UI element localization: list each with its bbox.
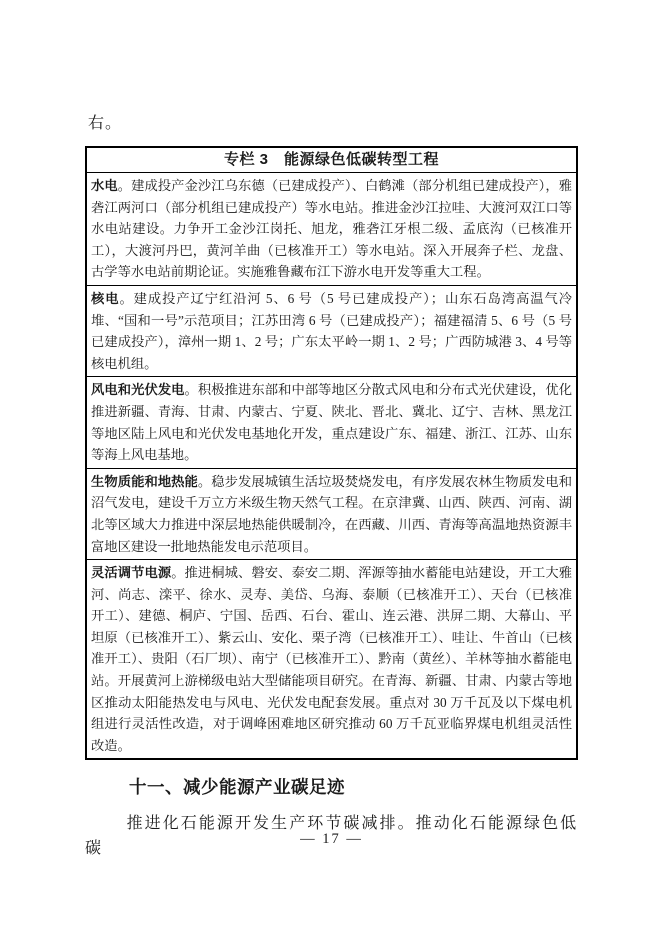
paragraph-rest: 推动化石能源绿色低碳 <box>85 815 578 858</box>
row-term: 生物质能和地热能 <box>91 473 198 489</box>
box-row-flexible-power <box>87 559 576 758</box>
paragraph-continuation: 右。 <box>88 115 123 132</box>
page-content <box>85 112 578 861</box>
row-body: 。积极推进东部和中部等地区分散式风电和分布式光伏建设，优化推进新疆、青海、甘肃、内蒙古、宁夏、陕北、晋北、冀北、辽宁、吉林、黑龙江等地区陆上风电和光伏发电基地化开发，重点建设广东、福建、浙江、江苏、山东等海上风电基地。 <box>91 382 573 463</box>
row-body: 。推进桐城、磐安、泰安二期、浑源等抽水蓄能电站建设，开工大雅河、尚志、滦平、徐水、灵寿、美岱、乌海、泰顺（已核准开工）、天台（已核准开工）、建德、桐庐、宁国、岳西、石台、霍山、连云港、洪屏二期、大幕山、平坦原（已核准开工）、紫云山、安化、栗子湾（已核准开工）、哇让、牛首山（已核准开工）、贵阳（石厂坝）、南宁（已核准开工）、黔南（黄丝）、羊林等抽水蓄能电站。开展黄河上游梯级电站大型储能项目研究。在青海、新疆、甘肃、内蒙古等地区推动太阳能热发电与风电、光伏发电配套发展。重点对 30 万千瓦及以下煤电机组进行灵活性改造，对于调峰困难地区研究推动 60 万千瓦亚临界煤电机组灵活性改造。 <box>91 565 573 753</box>
page-number: — 17 — <box>300 831 363 847</box>
box-row-nuclear <box>87 285 576 376</box>
section-heading: 十一、减少能源产业碳足迹 <box>129 777 345 798</box>
row-body: 。稳步发展城镇生活垃圾焚烧发电，有序发展农林生物质发电和沼气发电，建设千万立方米级生物天然气工程。在京津冀、山西、陕西、河南、湖北等区域大力推进中深层地热能供暖制冷，在西藏、川西、青海等高温地热资源丰富地区建设一批地热能发电示范项目。 <box>91 473 573 554</box>
row-body: 。建成投产金沙江乌东德（已建成投产）、白鹤滩（部分机组已建成投产），雅砻江两河口（部分机组已建成投产）等水电站。推进金沙江拉哇、大渡河双江口等水电站建设。力争开工金沙江岗托、旭龙，雅砻江牙根二级、孟底沟（已核准开工），大渡河丹巴，黄河羊曲（已核准开工）等水电站。深入开展奔子栏、龙盘、古学等水电站前期论证。实施雅鲁藏布江下游水电开发等重大工程。 <box>91 178 573 280</box>
row-term: 核电 <box>91 290 120 306</box>
row-term: 水电 <box>91 178 118 193</box>
box-row-biomass-geothermal <box>87 468 576 559</box>
row-term: 灵活调节电源 <box>91 565 172 581</box>
box-row-wind-solar <box>87 376 576 467</box>
feature-box-energy-transition <box>85 146 578 760</box>
row-term: 风电和光伏发电 <box>91 382 185 398</box>
feature-box-title: 专栏 3 能源绿色低碳转型工程 <box>87 148 576 173</box>
paragraph-lead: 推进化石能源开发生产环节碳减排。 <box>126 815 416 833</box>
row-body: 。建成投产辽宁红沿河 5、6 号（5 号已建成投产）；山东石岛湾高温气冷堆、“国和一号”示范项目；江苏田湾 6 号（已建成投产）；福建福清 5、6 号（5 号已建成投产），漳州一期 1、2 号；广东太平岭一期 1、2 号；广西防城港 3、4 号等核电机组。 <box>91 290 572 371</box>
box-row-hydropower <box>87 173 576 285</box>
